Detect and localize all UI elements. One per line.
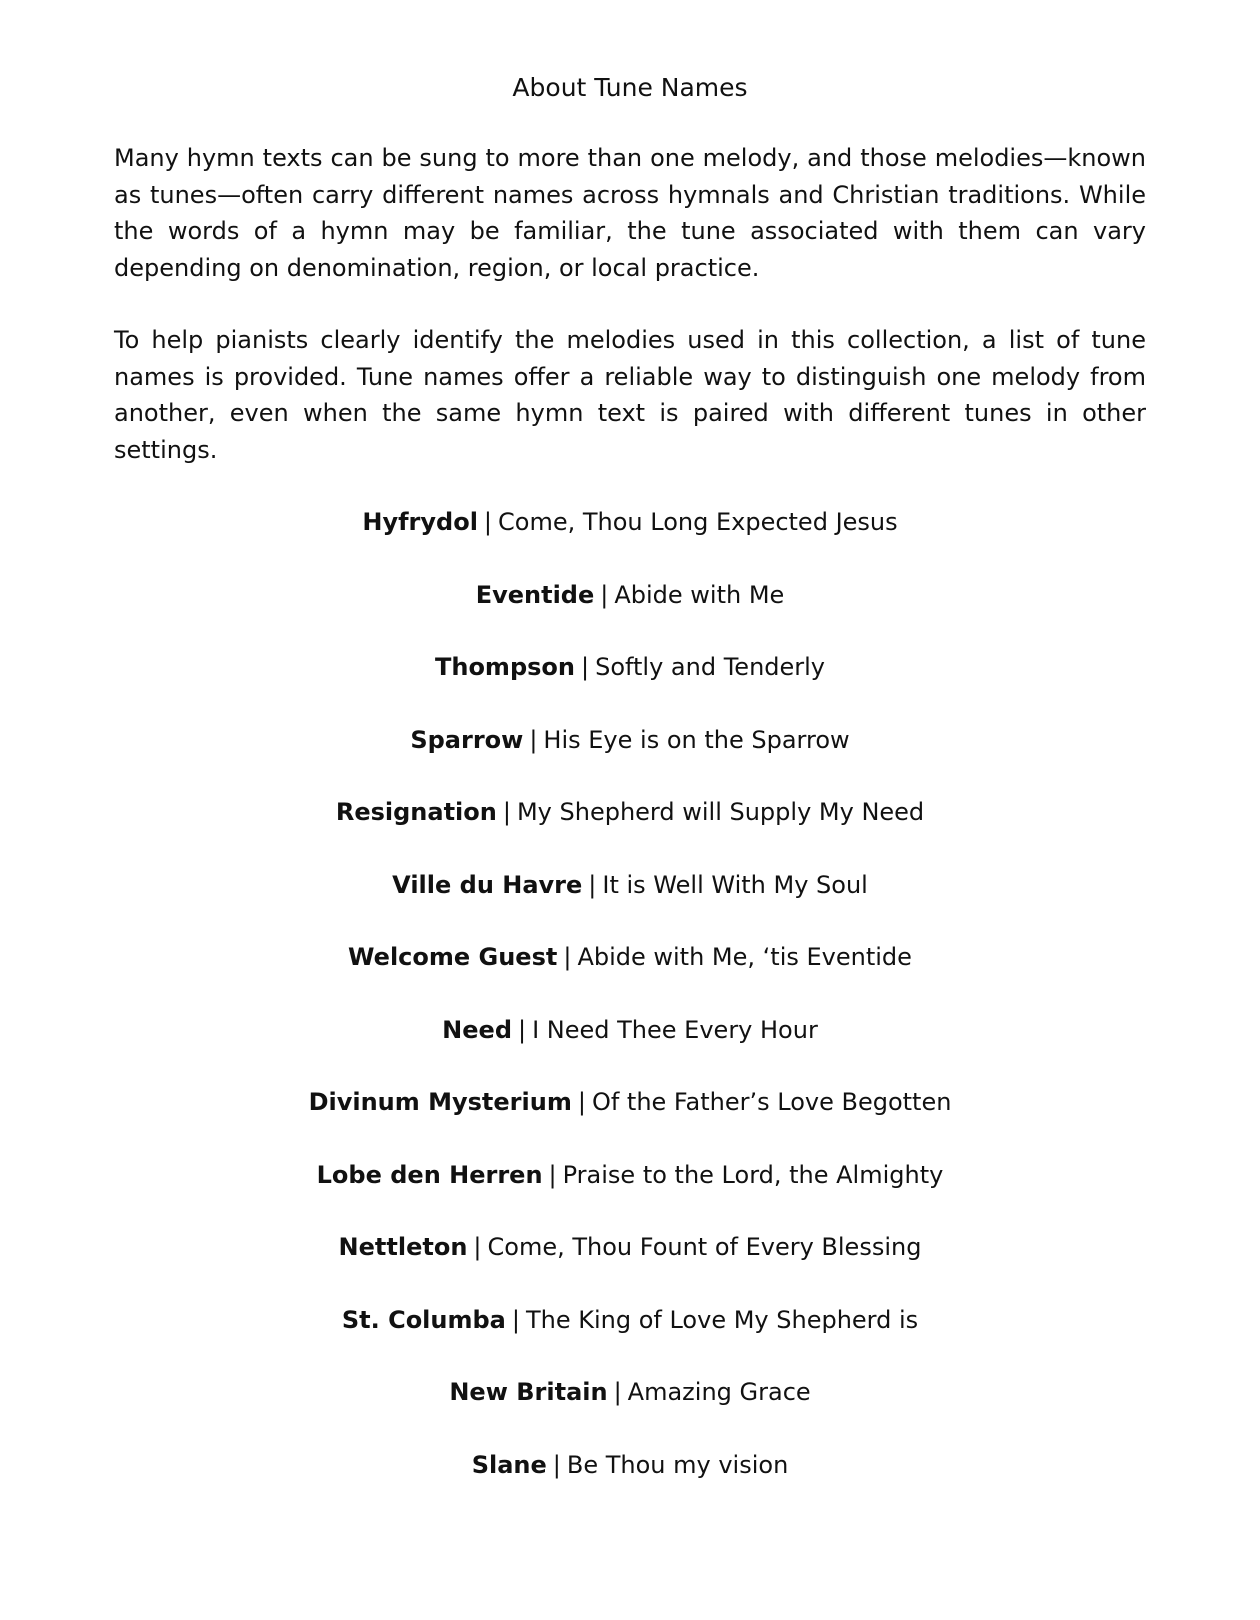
hymn-title: Come, Thou Long Expected Jesus [498,508,898,536]
tune-list-item [114,722,1146,758]
document-page [114,70,1146,1519]
tune-list-item [114,1229,1146,1265]
tune-list-item [114,939,1146,975]
separator: | [613,1378,622,1406]
intro-paragraph: Many hymn texts can be sung to more than one melody, and those melodies—known as tunes—often carry different names across hymnals and Christian traditions. While the words of a hymn may be familiar, the tune associated with them can vary depending on denomination, region, or local practice. [114,144,1146,282]
hymn-title: I Need Thee Every Hour [532,1015,818,1044]
tune-name: Thompson [434,653,575,681]
tune-list-item [114,1302,1146,1338]
hymn-title: Praise to the Lord, the Almighty [562,1160,944,1189]
separator: | [483,508,493,536]
separator: | [563,943,572,971]
tune-name: Lobe den Herren [316,1160,543,1189]
separator: | [518,1015,527,1044]
hymn-title: My Shepherd will Supply My Need [516,798,925,826]
page-title: About Tune Names [512,73,748,102]
hymn-title: It is Well With My Soul [602,870,868,899]
hymn-title: Come, Thou Fount of Every Blessing [487,1233,922,1261]
hymn-title: Amazing Grace [627,1378,811,1406]
separator: | [548,1160,557,1189]
hymn-title: Be Thou my vision [566,1450,789,1479]
separator: | [600,580,609,609]
tune-name: Eventide [475,580,595,609]
tune-list-item [114,577,1146,613]
hymn-title: The King of Love My Shepherd is [525,1305,919,1334]
separator: | [588,870,597,899]
tune-name: New Britain [449,1378,608,1406]
tune-list-item [114,504,1146,540]
tune-name: Sparrow [410,725,524,754]
tune-list-item [114,649,1146,685]
tune-list-item [114,1012,1146,1048]
tune-list-item [114,1374,1146,1410]
separator: | [502,798,511,826]
tune-list-item [114,867,1146,903]
separator: | [577,1088,586,1116]
tune-name: Slane [471,1450,547,1479]
separator: | [473,1233,482,1261]
tune-name: St. Columba [341,1305,506,1334]
separator: | [529,725,538,754]
separator: | [511,1305,520,1334]
hymn-title: Of the Father’s Love Begotten [591,1088,952,1116]
hymn-title: Abide with Me, ‘tis Eventide [577,943,912,971]
separator: | [580,653,590,681]
tune-name: Nettleton [338,1233,468,1261]
tune-name: Ville du Havre [392,870,583,899]
tune-list-item [114,794,1146,830]
tune-list-item [114,1084,1146,1120]
purpose-paragraph: To help pianists clearly identify the melodies used in this collection, a list of tune names is provided. Tune names offer a reliable way to distinguish one melody from another, even when the same hymn text is paired with different tunes in other settings. [114,326,1146,464]
tune-list-item [114,1447,1146,1483]
tune-name: Need [442,1015,512,1044]
hymn-title: His Eye is on the Sparrow [543,725,850,754]
tune-name: Divinum Mysterium [308,1088,572,1116]
hymn-title: Softly and Tenderly [595,653,826,681]
tune-list-item [114,1157,1146,1193]
tune-list [114,504,1146,1483]
hymn-title: Abide with Me [614,580,785,609]
tune-name: Resignation [335,798,497,826]
tune-name: Hyfrydol [362,508,478,536]
separator: | [552,1450,561,1479]
tune-name: Welcome Guest [348,943,558,971]
